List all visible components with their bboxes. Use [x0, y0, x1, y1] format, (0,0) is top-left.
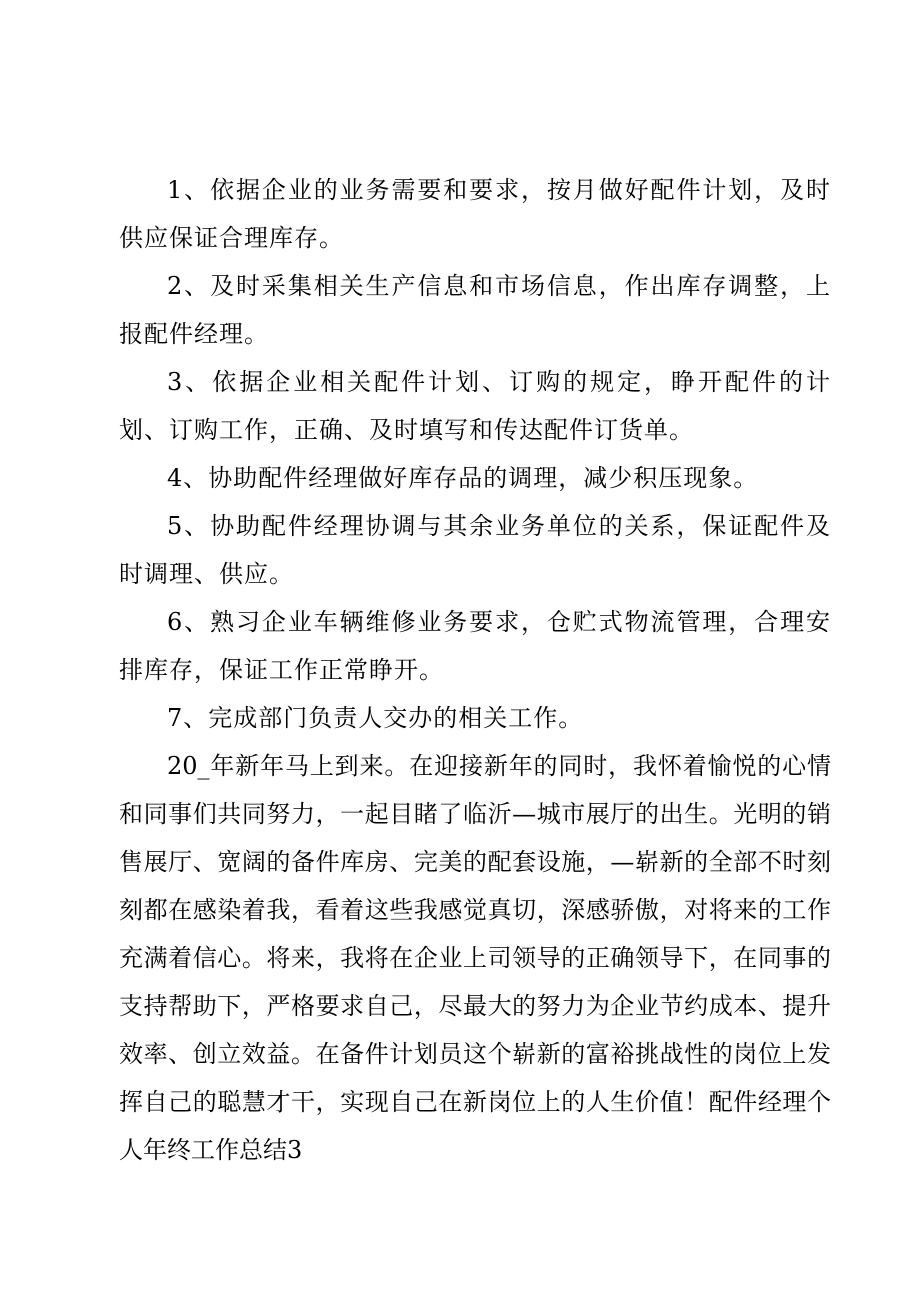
duty-item-4: 4、协助配件经理做好库存品的调理，减少积压现象。: [167, 464, 759, 492]
duty-item-6: 6、熟习企业车辆维修业务要求，仓贮式物流管理，合理安排库存，保证工作正常睁开。: [119, 608, 831, 684]
duty-item-7: 7、完成部门负责人交办的相关工作。: [167, 704, 584, 732]
duty-item-1: 1、依据企业的业务需要和要求，按月做好配件计划，及时供应保证合理库存。: [119, 176, 831, 252]
summary-paragraph: 20_年新年马上到来。在迎接新年的同时，我怀着愉悦的心情和同事们共同努力，一起目睹了临沂—城市展厅的出生。光明的销售展厅、宽阔的备件库房、完美的配套设施，—崭新的全部不时刻刻都在感染着我，看着这些我感觉真切，深感骄傲，对将来的工作充满着信心。将来，我将在企业上司领导的正确领导下，在同事的支持帮助下，严格要求自己，尽最大的努力为企业节约成本、提升效率、创立效益。在备件计划员这个崭新的富裕挑战性的岗位上发挥自己的聪慧才干，实现自己在新岗位上的人生价值！配件经理个人年终工作总结3: [119, 752, 831, 1164]
duty-item-5: 5、协助配件经理协调与其余业务单位的关系，保证配件及时调理、供应。: [119, 512, 831, 588]
duty-item-2: 2、及时采集相关生产信息和市场信息，作出库存调整，上报配件经理。: [119, 272, 831, 348]
document-body: [119, 166, 831, 1174]
duty-item-3: 3、依据企业相关配件计划、订购的规定，睁开配件的计划、订购工作，正确、及时填写和传达配件订货单。: [119, 368, 831, 444]
